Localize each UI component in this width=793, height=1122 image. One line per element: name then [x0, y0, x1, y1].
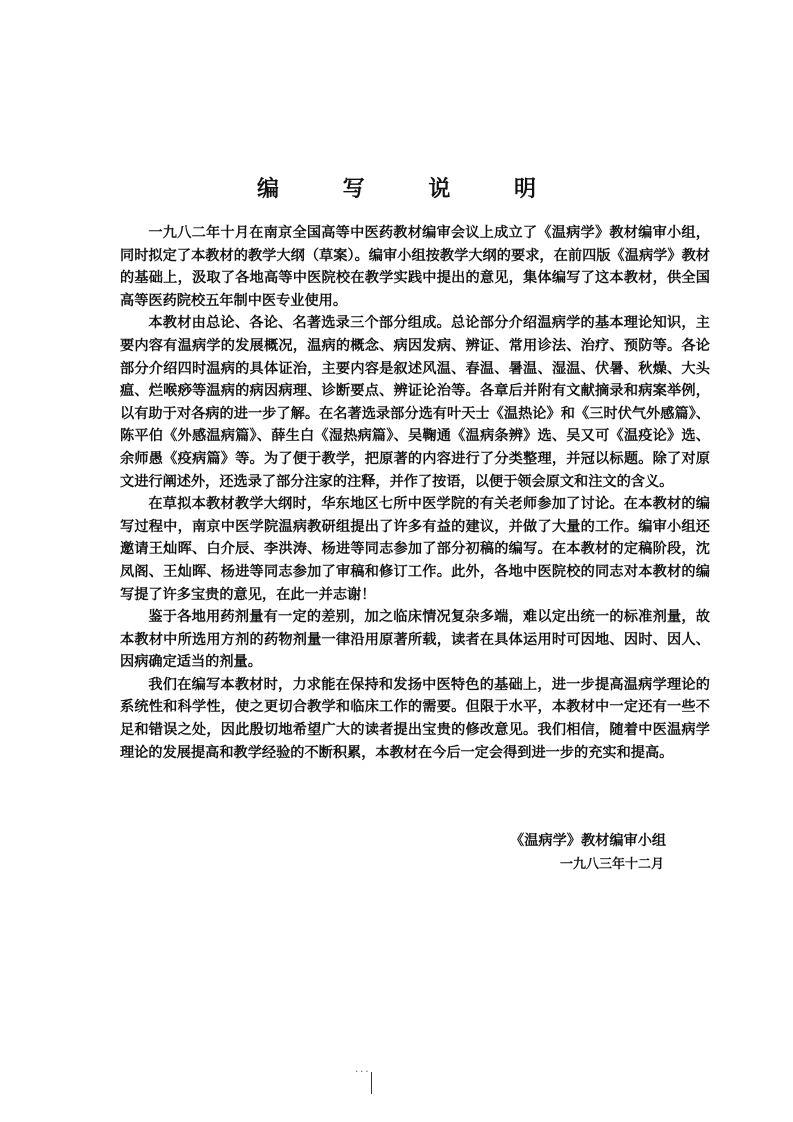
signature-org: 《温病学》教材编审小组 [510, 833, 667, 849]
signature-date: 一九八三年十二月 [560, 857, 665, 872]
paragraph-3: 在草拟本教材教学大纲时，华东地区七所中医学院的有关老师参加了讨论。在本教材的编写过程中，南京中医学院温病教研组提出了许多有益的建议，并做了大量的工作。编审小组还邀请王灿晖、白介辰、李洪涛、杨进等同志参加了部分初稿的编写。在本教材的定稿阶段，沈凤阁、王灿晖、杨进等同志参加了审稿和修订工作。此外，各地中医院校的同志对本教材的编写提了许多宝贵的意见，在此一并志谢！ [120, 496, 710, 603]
paragraph-4: 鉴于各地用药剂量有一定的差别，加之临床情况复杂多端，难以定出统一的标准剂量，故本教材中所选用方剂的药物剂量一律沿用原著所载，读者在具体运用时可因地、因时、因人、因病确定适当的剂量。 [120, 609, 710, 671]
page-mark-dots: ... [355, 1064, 371, 1075]
paragraph-1: 一九八二年十月在南京全国高等中医药教材编审会议上成立了《温病学》教材编审小组，同时拟定了本教材的教学大纲（草案）。编审小组按教学大纲的要求，在前四版《温病学》教材的基础上，汲取了各地高等中医院校在教学实践中提出的意见，集体编写了这本教材，供全国高等医药院校五年制中医专业使用。 [120, 225, 710, 309]
paragraph-2: 本教材由总论、各论、名著选录三个部分组成。总论部分介绍温病学的基本理论知识，主要内容有温病学的发展概况，温病的概念、病因发病、辨证、常用诊法、治疗、预防等。各论部分介绍四时温病的具体证治，主要内容是叙述风温、春温、暑温、湿温、伏暑、秋燥、大头瘟、烂喉痧等温病的病因病理、诊断要点、辨证论治等。各章后并附有文献摘录和病案举例，以有助于对各病的进一步了解。在名著选录部分选有叶天士《温热论》和《三时伏气外感篇》、陈平伯《外感温病篇》、薛生白《湿热病篇》、吴鞠通《温病条辨》选、吴又可《温疫论》选、余师愚《疫病篇》等。为了便于教学，把原著的内容进行了分类整理，并冠以标题。除了对原文进行阐述外，还选录了部分注家的注释，并作了按语，以便于领会原文和注文的含义。 [120, 315, 710, 490]
paragraph-5: 我们在编写本教材时，力求能在保持和发扬中医特色的基础上，进一步提高温病学理论的系统性和科学性，使之更切合教学和临床工作的需要。但限于水平，本教材中一定还有一些不足和错误之处，因此殷切地希望广大的读者提出宝贵的修改意见。我们相信，随着中医温病学理论的发展提高和教学经验的不断积累，本教材在今后一定会得到进一步的充实和提高。 [120, 676, 710, 761]
page-number-mark [371, 1072, 372, 1094]
body-text [120, 222, 710, 764]
page-title: 编 写 说 明 [257, 176, 564, 202]
